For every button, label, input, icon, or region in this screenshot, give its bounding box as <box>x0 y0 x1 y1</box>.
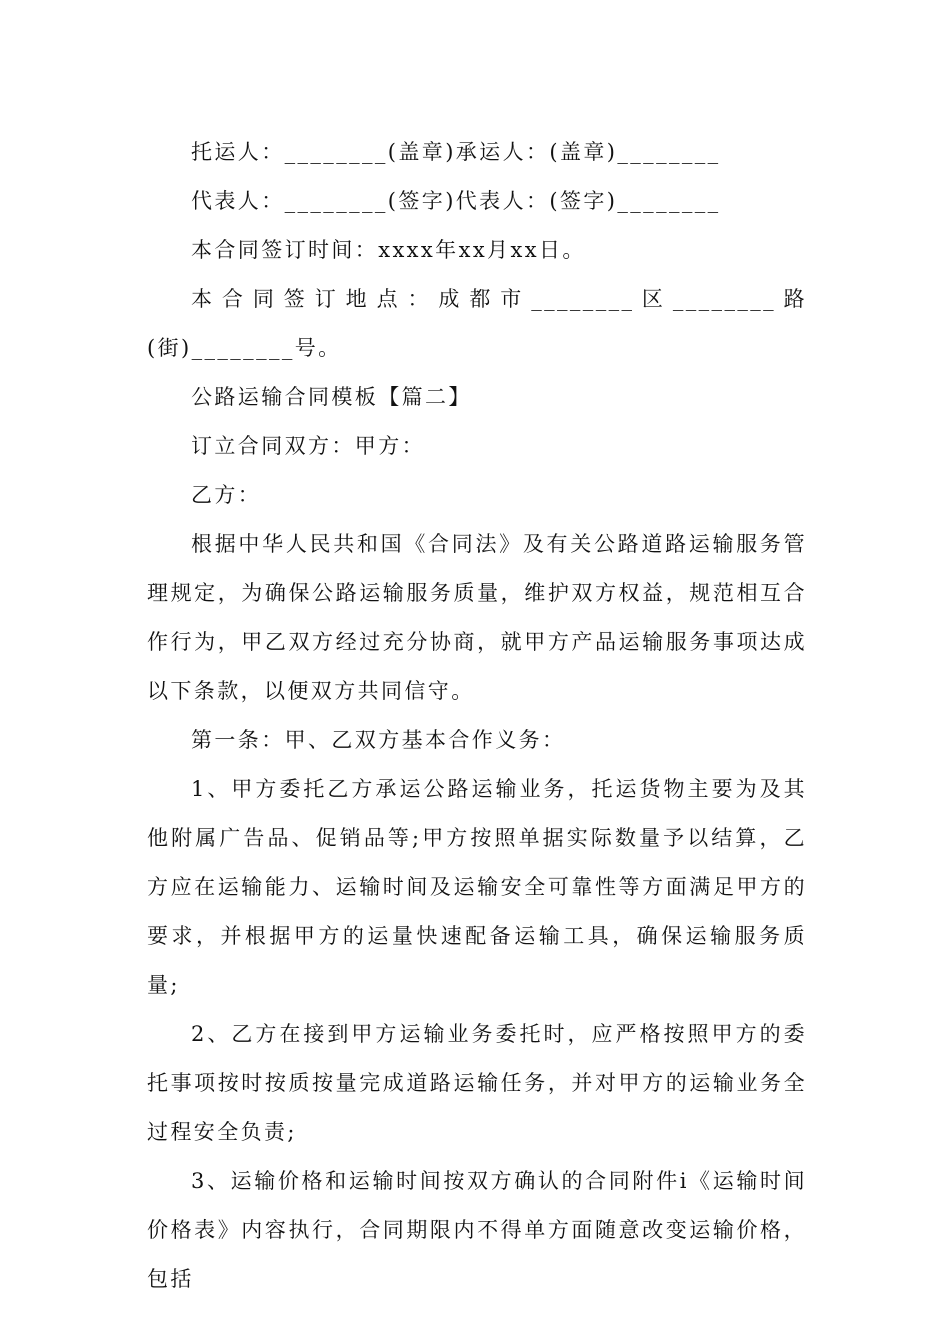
parties-party-b: 乙方： <box>191 483 262 507</box>
article-one-heading: 第一条：甲、乙双方基本合作义务： <box>191 728 566 752</box>
signing-place: 本合同签订地点：成都市________区________路(街)________号。 <box>147 287 807 360</box>
signature-line-consignor: 托运人：________(盖章)承运人：(盖章)________ <box>191 140 721 164</box>
clause-2: 2、乙方在接到甲方运输业务委托时，应严格按照甲方的委托事项按时按质按量完成道路运输任务，并对甲方的运输业务全过程安全负责; <box>147 1022 807 1144</box>
signing-date: 本合同签订时间：xxxx年xx月xx日。 <box>191 238 586 262</box>
parties-party-a: 订立合同双方：甲方： <box>191 434 425 458</box>
preamble-paragraph: 根据中华人民共和国《合同法》及有关公路道路运输服务管理规定，为确保公路运输服务质量，维护双方权益，规范相互合作行为，甲乙双方经过充分协商，就甲方产品运输服务事项达成以下条款，以便双方共同信守。 <box>147 532 807 703</box>
clause-1: 1、甲方委托乙方承运公路运输业务，托运货物主要为及其他附属广告品、促销品等;甲方按照单据实际数量予以结算，乙方应在运输能力、运输时间及运输安全可靠性等方面满足甲方的要求，并根据甲方的运量快速配备运输工具，确保运输服务质量; <box>147 777 807 997</box>
clause-3: 3、运输价格和运输时间按双方确认的合同附件i《运输时间价格表》内容执行，合同期限内不得单方面随意改变运输价格，包括 <box>147 1169 807 1291</box>
section-title: 公路运输合同模板【篇二】 <box>191 385 472 409</box>
document-body <box>147 128 807 1304</box>
signature-line-representative: 代表人：________(签字)代表人：(签字)________ <box>191 189 721 213</box>
